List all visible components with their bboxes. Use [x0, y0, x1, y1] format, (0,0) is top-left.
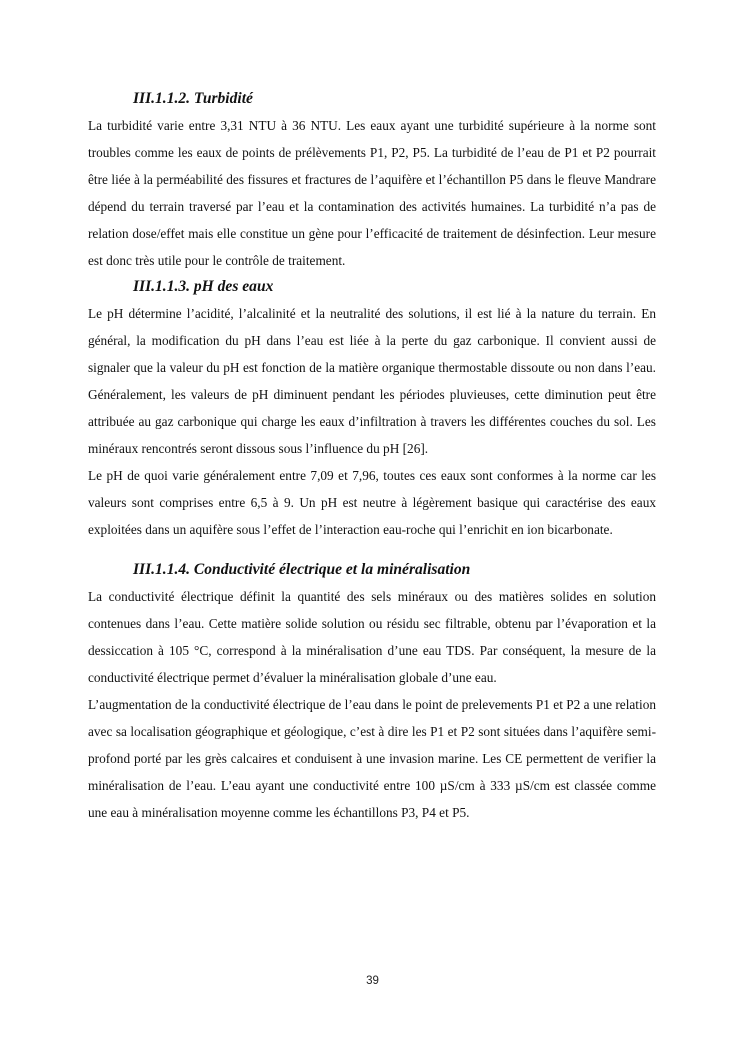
section-spacer	[88, 543, 656, 557]
paragraph-conductivity-results: L’augmentation de la conductivité électrique de l’eau dans le point de prelevements P1 et P2 a une relation avec sa localisation géographique et géologique, c’est à dire les P1 et P2 sont situées dans l’aquifère semi-profond porté par les grès calcaires et conduisent à une invasion marine. Les CE permettent de verifier la minéralisation de l’eau. L’eau ayant une conductivité entre 100 µS/cm à 333 µS/cm est classée comme une eau à minéralisation moyenne comme les échantillons P3, P4 et P5.	[88, 697, 656, 820]
paragraph-ph-values: Le pH de quoi varie généralement entre 7,09 et 7,96, toutes ces eaux sont conformes à la norme car les valeurs sont comprises entre 6,5 à 9. Un pH est neutre à légèrement basique qui caractérise des eaux exploitées dans un aquifère sous l’effet de l’interaction eau-roche qui l’enrichit en ion bicarbonate.	[88, 468, 656, 537]
paragraph-ph-definition: Le pH détermine l’acidité, l’alcalinité et la neutralité des solutions, il est lié à la nature du terrain. En général, la modification du pH dans l’eau est liée à la perte du gaz carbonique. Il convient aussi de signaler que la valeur du pH est fonction de la matière organique thermostable dissoute ou non dans l’eau. Généralement, les valeurs de pH diminuent pendant les périodes pluvieuses, cette diminution peut être attribuée au gaz carbonique qui charge les eaux d’infiltration à travers les différentes couches du sol. Les minéraux rencontrés seront dissous sous l’influence du pH [26].	[88, 306, 656, 456]
section-ph	[88, 274, 656, 543]
page-number: 39	[366, 975, 379, 987]
document-page	[88, 86, 656, 826]
section-conductivity	[88, 557, 656, 826]
section-heading-ph: III.1.1.3. pH des eaux	[133, 278, 274, 295]
section-heading-conductivity: III.1.1.4. Conductivité électrique et la minéralisation	[133, 561, 471, 578]
section-heading-turbidity: III.1.1.2. Turbidité	[133, 90, 253, 107]
section-turbidity	[88, 86, 656, 274]
paragraph-conductivity-definition: La conductivité électrique définit la quantité des sels minéraux ou des matières solides en solution contenues dans l’eau. Cette matière solide solution ou résidu sec filtrable, obtenu par l’évaporation et la dessiccation à 105 °C, correspond à la minéralisation d’une eau TDS. Par conséquent, la mesure de la conductivité électrique permet d’évaluer la minéralisation globale d’une eau.	[88, 589, 656, 685]
paragraph-turbidity: La turbidité varie entre 3,31 NTU à 36 NTU. Les eaux ayant une turbidité supérieure à la norme sont troubles comme les eaux de points de prélèvements P1, P2, P5. La turbidité de l’eau de P1 et P2 pourrait être liée à la perméabilité des fissures et fractures de l’aquifère et l’échantillon P5 dans le fleuve Mandrare dépend du terrain traversé par l’eau et la contamination des activités humaines. La turbidité n’a pas de relation dose/effet mais elle constitue un gène pour l’efficacité de traitement de désinfection. Leur mesure est donc très utile pour le contrôle de traitement.	[88, 118, 656, 268]
